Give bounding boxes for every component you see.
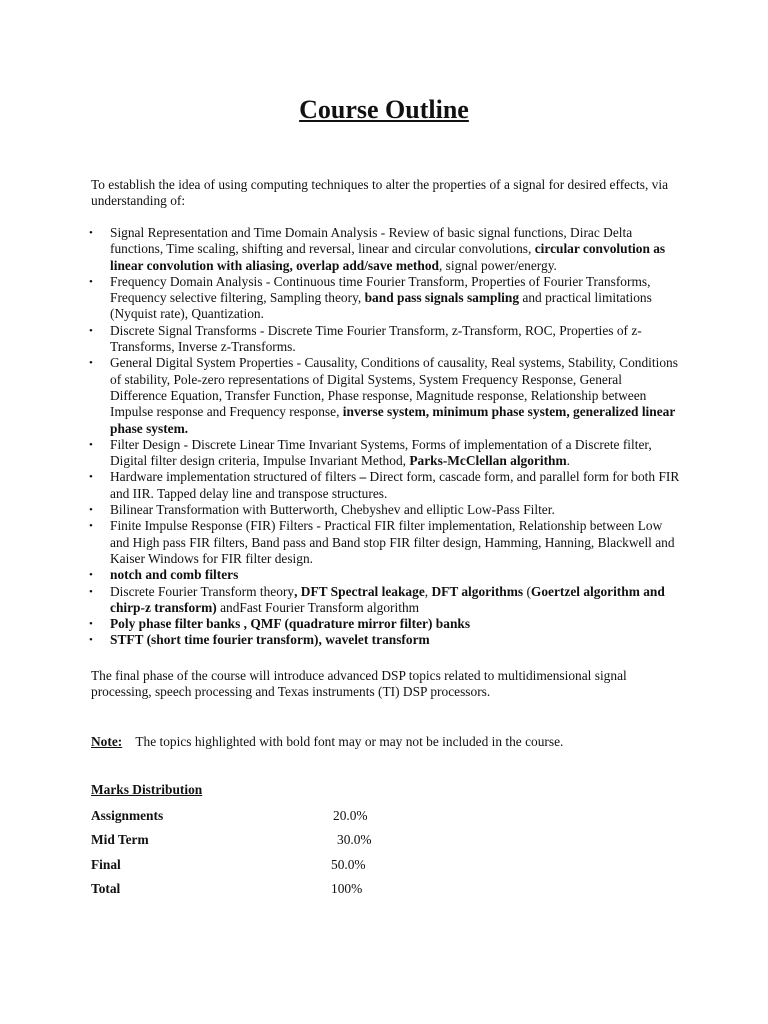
topic-text: Filter Design - Discrete Linear Time Invariant Systems, Forms of implementation of a Discrete filter, Digital filter design criteria, Impulse Invariant Method, bbox=[110, 436, 652, 469]
topic-text: , bbox=[424, 583, 432, 599]
note-paragraph bbox=[91, 734, 691, 750]
topic-text: Direct form, cascade form, and parallel form for both FIR and IIR. Tapped delay line and transpose structures. bbox=[110, 469, 680, 501]
marks-value: 100% bbox=[331, 881, 363, 896]
bullet-icon: • bbox=[89, 569, 93, 582]
topic-item bbox=[91, 584, 681, 617]
bullet-icon: • bbox=[89, 438, 93, 451]
topic-item bbox=[91, 323, 681, 356]
topic-text-bold: inverse system, minimum phase system, generalized linear phase system. bbox=[110, 404, 676, 436]
topic-text: , signal power/energy. bbox=[438, 257, 557, 273]
marks-row-mid-term bbox=[91, 832, 411, 849]
page-title: Course Outline bbox=[299, 95, 469, 124]
topic-text-bold: , DFT Spectral leakage bbox=[294, 583, 425, 599]
topic-item bbox=[91, 355, 681, 436]
bullet-icon: • bbox=[89, 634, 93, 647]
topic-list bbox=[91, 225, 681, 649]
bullet-icon: • bbox=[89, 357, 93, 370]
topic-text: and practical limitations (Nyquist rate), Quantization. bbox=[110, 290, 652, 322]
note-label: Note: bbox=[91, 734, 123, 749]
topic-text: Finite Impulse Response (FIR) Filters - Practical FIR filter implementation, Relationship between Low and High pass FIR filters, Band pass and Band stop FIR filter design, Hamming, Hanning, Blackwell and Kaiser Windows for FIR filter design. bbox=[110, 518, 675, 566]
topic-item bbox=[91, 469, 681, 502]
bullet-icon: • bbox=[89, 227, 93, 239]
marks-label: Final bbox=[91, 857, 121, 872]
topic-text: . bbox=[566, 453, 571, 469]
marks-row-final bbox=[91, 857, 411, 874]
bullet-icon: • bbox=[89, 618, 93, 631]
note-text: The topics highlighted with bold font may or may not be included in the course. bbox=[135, 734, 564, 749]
topic-item bbox=[91, 274, 681, 323]
topic-text: Signal Representation and Time Domain Analysis - Review of basic signal functions, Dirac Delta functions, Time scaling, shifting and reversal, linear and circular convolutions, bbox=[110, 225, 633, 257]
topic-text: General Digital System Properties - Causality, Conditions of causality, Real systems, Stability, Conditions of stability, Pole-zero representations of Digital Systems, System Frequency Response, General Difference Equation, Transfer Function, Phase response, Magnitude response, Relationship between Impulse response and Frequency response, bbox=[110, 355, 678, 420]
topic-text: Bilinear Transformation with Butterworth, Chebyshev and elliptic Low-Pass Filter. bbox=[110, 502, 555, 518]
marks-value: 30.0% bbox=[337, 832, 372, 847]
topic-item bbox=[91, 502, 681, 518]
topic-text-bold: Parks-McClellan algorithm bbox=[409, 453, 567, 469]
topic-text: ( bbox=[523, 583, 531, 599]
marks-label: Assignments bbox=[91, 808, 164, 823]
bullet-icon: • bbox=[89, 275, 93, 288]
topic-text-bold: circular convolution as linear convolution with aliasing, overlap add/save method bbox=[110, 241, 666, 273]
marks-label: Total bbox=[91, 881, 121, 896]
topic-item bbox=[91, 632, 681, 648]
topic-text-bold: DFT algorithms bbox=[431, 583, 524, 599]
bullet-icon: • bbox=[89, 324, 93, 337]
bullet-icon: • bbox=[89, 520, 93, 533]
topic-text-bold: Goertzel algorithm and chirp-z transform) bbox=[110, 583, 665, 615]
topic-item bbox=[91, 567, 681, 583]
marks-value: 20.0% bbox=[333, 808, 368, 823]
bullet-icon: • bbox=[89, 471, 93, 484]
marks-value: 50.0% bbox=[331, 857, 366, 872]
marks-label: Mid Term bbox=[91, 832, 149, 847]
marks-distribution-heading: Marks Distribution bbox=[91, 782, 203, 797]
topic-text-bold: – bbox=[359, 469, 367, 485]
topic-text-bold: notch and comb filters bbox=[110, 567, 239, 583]
marks-row-total bbox=[91, 881, 411, 898]
topic-item bbox=[91, 518, 681, 567]
intro-paragraph: To establish the idea of using computing techniques to alter the properties of a signal for desired effects, via understanding of: bbox=[91, 177, 669, 209]
marks-row-assignments bbox=[91, 808, 411, 825]
topic-text-bold: Poly phase filter banks , QMF (quadrature mirror filter) banks bbox=[110, 616, 471, 632]
topic-item bbox=[91, 616, 681, 632]
topic-text: andFast Fourier Transform algorithm bbox=[216, 599, 420, 615]
topic-text: Frequency Domain Analysis - Continuous time Fourier Transform, Properties of Fourier Transforms, Frequency selective filtering, Sampling theory, bbox=[110, 273, 651, 306]
topic-item bbox=[91, 437, 681, 470]
topic-item bbox=[91, 225, 681, 274]
topic-text-bold: STFT (short time fourier transform), wavelet transform bbox=[110, 632, 430, 648]
bullet-icon: • bbox=[89, 585, 93, 598]
final-phase-paragraph: The final phase of the course will introduce advanced DSP topics related to multidimensional signal processing, speech processing and Texas instruments (TI) DSP processors. bbox=[91, 668, 627, 700]
topic-text-bold: band pass signals sampling bbox=[364, 290, 520, 306]
topic-text: Hardware implementation structured of filters bbox=[110, 469, 360, 485]
topic-text: Discrete Fourier Transform theory bbox=[110, 583, 295, 599]
bullet-icon: • bbox=[89, 504, 93, 517]
topic-text: Discrete Signal Transforms - Discrete Time Fourier Transform, z-Transform, ROC, Properties of z-Transforms, Inverse z-Transforms. bbox=[110, 322, 642, 355]
